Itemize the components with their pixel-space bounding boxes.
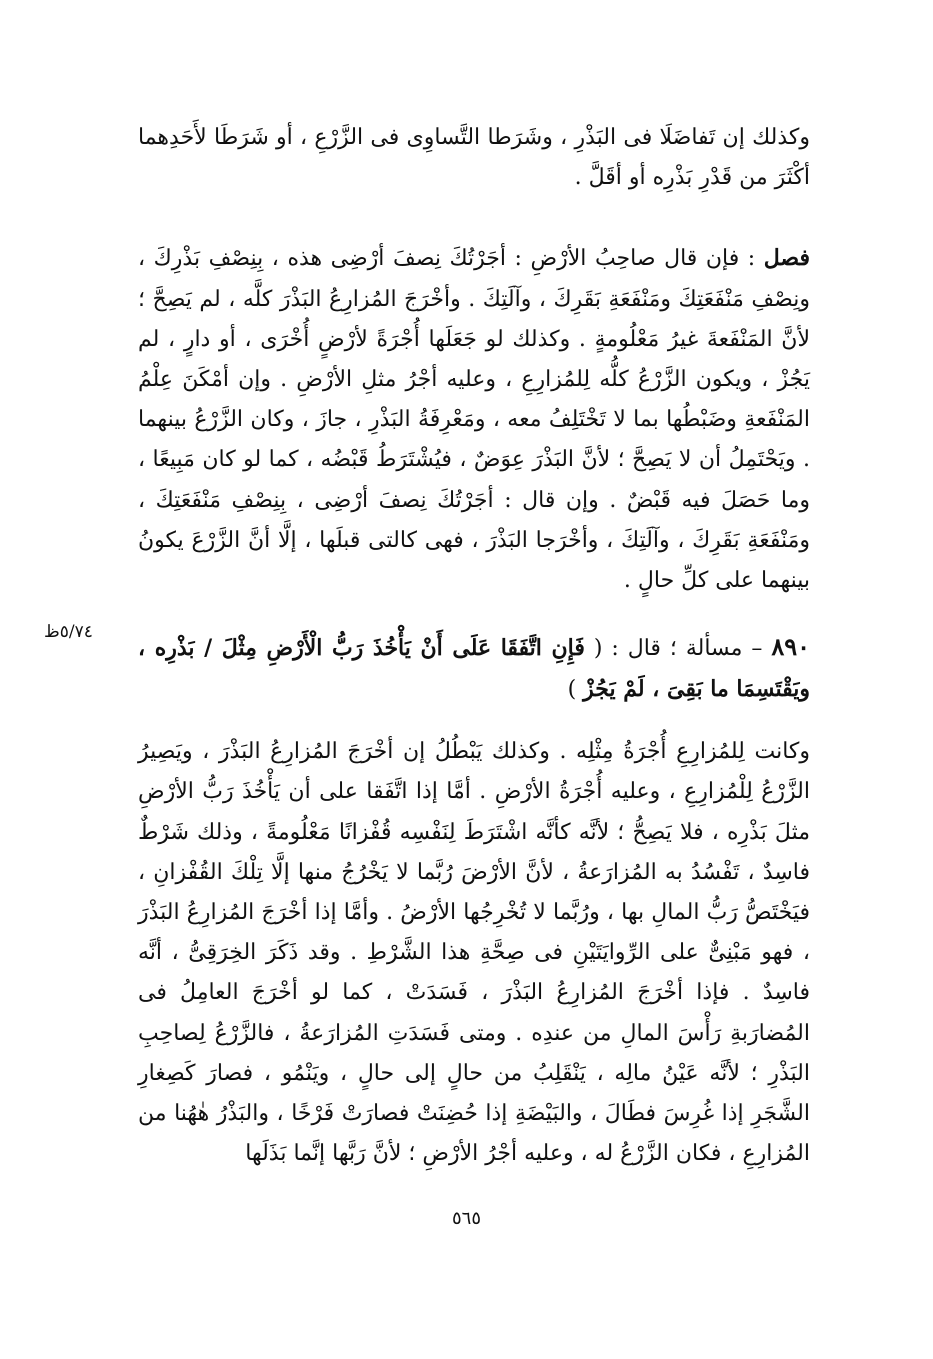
section-heading: فصل bbox=[763, 245, 810, 272]
masala-number: ٨٩٠ bbox=[771, 632, 810, 662]
masala-text: فَإِنِ اتَّفَقَا عَلَى أَنْ يَأْخُذَ رَبُّ الْأَرْضِ مِثْلَ / بَذْرِه ، ويَقْتَسِمَا ما بَقِىَ ، لَمْ يَجُزْ bbox=[138, 635, 810, 703]
paragraph-fasl bbox=[138, 238, 810, 601]
section-body: : فإن قال صاحِبُ الأرْضِ : أجَرْتُكَ نِصفَ أرْضِى هذه ، بِنِصْفِ بَذْرِكَ ، ونِصْفِ مَنْفَعَتِكَ ومَنْفَعَةِ بَقَرِكَ ، وآلَتِكَ . وأخْرَجَ المُزارِعُ البَذْرَ كلَّه ، لم يَصِحَّ ؛ لأنَّ المَنْفَعةَ غيرُ مَعْلُومةٍ . وكذلك لو جَعَلَها أُجْرَةً لأرْضٍ أُخْرَى ، أو دارٍ ، لم يَجُزْ ، ويكون الزَّرْعُ كلُّه لِلمُزارِعِ ، وعليه أجْرُ مثلِ الأرْضِ . وإن أمْكَنَ عِلْمُ المَنْفَعةِ وضَبْطُها بما لا تَخْتَلِفُ معه ، ومَعْرِفَةُ البَذْرِ ، جازَ ، وكان الزَّرْعُ بينهما . ويَحْتَمِلُ أن لا يَصِحَّ ؛ لأنَّ البَذْرَ عِوَضٌ ، فيُشْتَرَطُ قَبْضُه ، كما لو كان مَبِيعًا ، وما حَصَلَ فيه قَبْضٌ . وإن قال : أجَرْتُكَ نِصفَ أرْضِى ، بِنِصْفِ مَنْفَعَتِكَ ، ومَنْفَعَةِ بَقَرِكَ ، وآلَتِكَ ، وأخْرَجا البَذْرَ ، فهى كالتى قبلَها ، إلَّا أنَّ الزَّرْعَ يكونُ بينهما على كلِّ حالٍ . bbox=[138, 246, 811, 594]
masala-close: ) bbox=[567, 677, 577, 703]
margin-reference: ٥/٧٤ظ bbox=[44, 622, 93, 642]
page-number: ٥٦٥ bbox=[451, 1208, 481, 1229]
masala-890 bbox=[138, 627, 810, 710]
masala-label: – مسألة ؛ قال : ( bbox=[593, 636, 763, 662]
page-body bbox=[138, 118, 810, 1174]
paragraph-1: وكذلك إن تَفاضَلَا فى البَذْرِ ، وشَرَطا التَّساوِى فى الزَّرْعِ ، أو شَرَطَا لأَحَدِهما أكْثَرَ من قَدْرِ بَذْرِه أو أقَلَّ . bbox=[138, 125, 810, 191]
commentary-paragraph: وكانت لِلمُزارِعِ أُجْرَةُ مِثْلِه . وكذلك يَبْطُلُ إن أخْرَجَ المُزارِعُ البَذْرَ ، ويَصِيرُ الزَّرْعُ لِلْمُزارِعِ ، وعليه أُجْرَةُ الأرْضِ . أمَّا إذا اتَّفَقا على أن يَأْخُذَ رَبُّ الأرْضِ مثلَ بَذْرِه ، فلا يَصِحُّ ؛ لأنَّه كأنَّه اشْتَرَطَ لِنَفْسِه قُفْزانًا مَعْلُومةً ، وذلك شَرْطٌ فاسِدٌ ، تَفْسُدُ به المُزارَعةُ ، لأنَّ الأرْضَ رُبَّما لا يَخْرُجُ منها إلَّا تِلْكَ القُفْزانِ ، فيَخْتَصُّ رَبُّ المالِ بها ، ورُبَّما لا تُخْرِجُها الأرْضُ . وأمَّا إذا أخْرَجَ المُزارِعُ البَذْرَ ، فهو مَبْنِىٌّ على الرِّوايَتَيْنِ فى صِحَّةِ هذا الشَّرْطِ . وقد ذَكَرَ الخِرَقِىُّ ، أنَّه فاسِدٌ . فإذا أخْرَجَ المُزارِعُ البَذْرَ ، فَسَدَتْ ، كما لو أخْرَجَ العامِلُ فى المُضارَبةِ رَأْسَ المالِ من عندِه . ومتى فَسَدَتِ المُزارَعةُ ، فالزَّرْعُ لِصاحِبِ البَذْرِ ؛ لأنَّه عَيْنُ مالِه ، يَنْقَلِبُ من حالٍ إلى حالٍ ، ويَنْمُو ، فصارَ كَصِغارِ الشَّجَرِ إذا غُرِسَ فطَالَ ، والبَيْضَةِ إذا حُضِنَتْ فصارَتْ فَرْخًا ، والبَذْرُ هٰهُنا من المُزارِعِ ، فكان الزَّرْعُ له ، وعليه أجْرُ الأرْضِ ؛ لأنَّ رَبَّها إنَّما بَذَلَها bbox=[138, 739, 810, 1167]
